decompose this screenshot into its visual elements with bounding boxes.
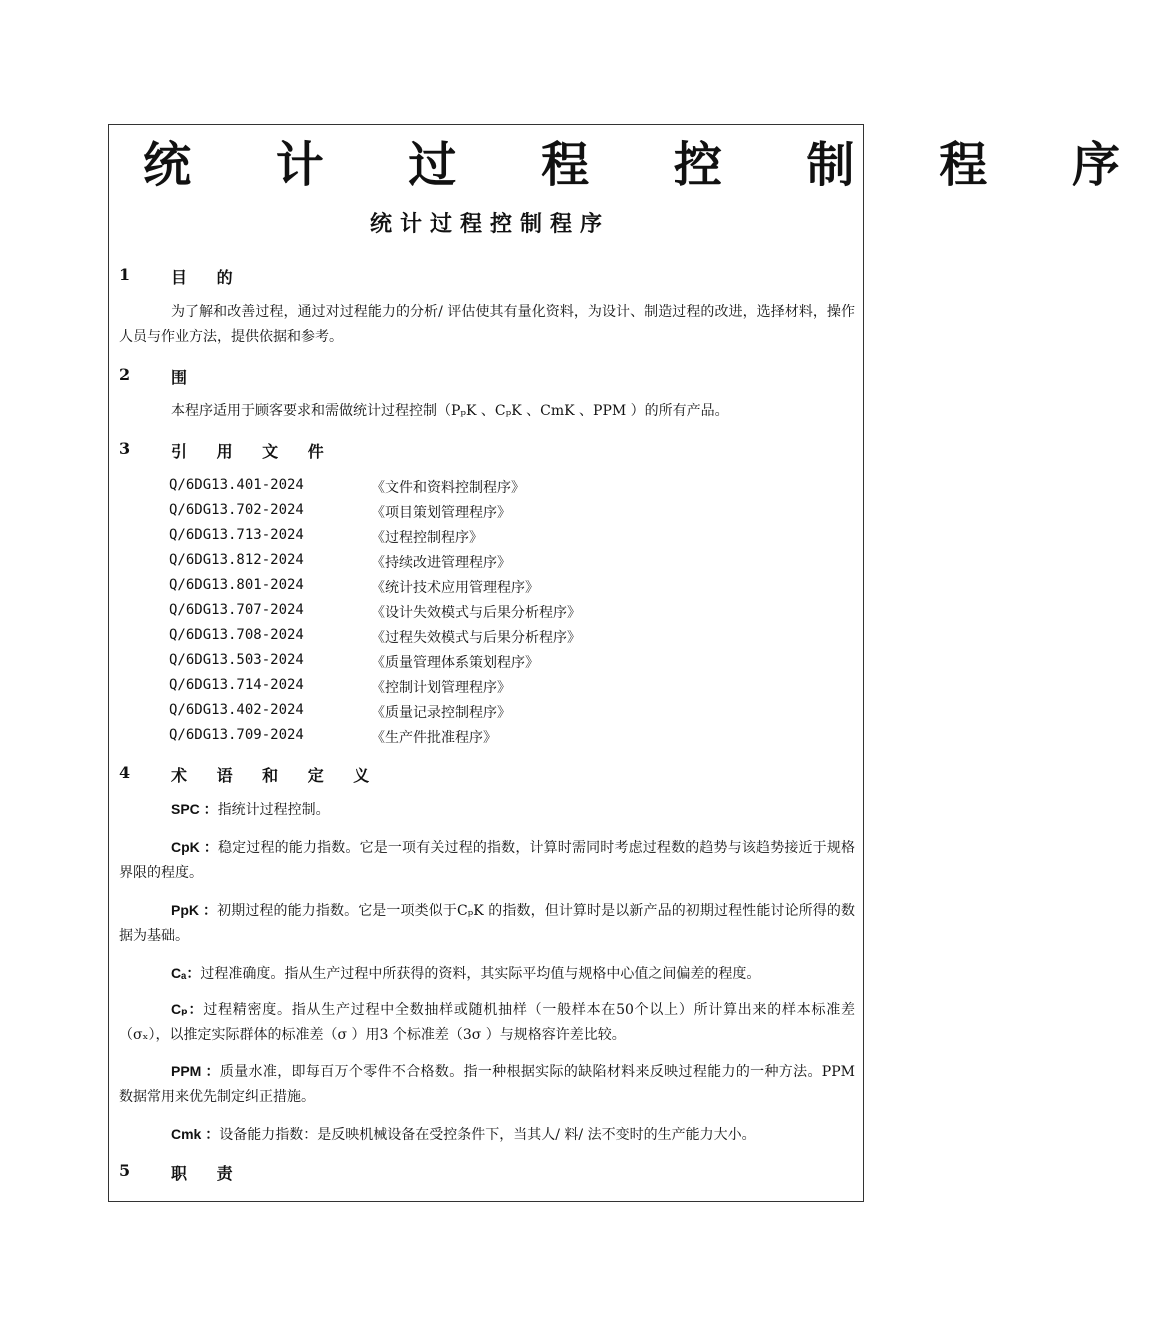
- main-title: 统 计 过 程 控 制 程 序: [143, 137, 1154, 193]
- term-cpk: [119, 835, 855, 886]
- section-4-title: 术 语 和 定 义: [171, 766, 382, 785]
- term-definition: 指统计过程控制。: [217, 802, 330, 818]
- reference-name: 《质量记录控制程序》: [371, 705, 511, 721]
- reference-name: 《文件和资料控制程序》: [371, 480, 525, 496]
- reference-code: Q/6DG13.702-2024: [169, 502, 304, 518]
- section-1-title: 目 的: [171, 268, 245, 287]
- term-cmk: [119, 1122, 855, 1148]
- reference-name: 《持续改进管理程序》: [371, 555, 511, 571]
- term-cp: [119, 997, 855, 1048]
- term-label: PpK ：: [171, 902, 218, 918]
- reference-code: Q/6DG13.707-2024: [169, 602, 304, 618]
- term-label: PPM ：: [171, 1063, 220, 1079]
- reference-name: 《统计技术应用管理程序》: [371, 580, 539, 596]
- term-spc: [119, 797, 855, 823]
- term-definition: 过程准确度。指从生产过程中所获得的资料，其实际平均值与规格中心值之间偏差的程度。: [200, 966, 761, 982]
- section-1-text: 为了解和改善过程，通过对过程能力的分析/ 评估使其有量化资料，为设计、制造过程的改进，选择材料，操作人员与作业方法，提供依据和参考。: [119, 304, 855, 345]
- term-definition: 质量水准，即每百万个零件不合格数。指一种根据实际的缺陷材料来反映过程能力的一种方法。PPM 数据常用来优先制定纠正措施。: [119, 1064, 855, 1105]
- reference-name: 《质量管理体系策划程序》: [371, 655, 539, 671]
- section-2-number: 2: [119, 365, 131, 384]
- section-5-title: 职 责: [171, 1164, 245, 1183]
- section-3-title: 引 用 文 件: [171, 442, 336, 461]
- reference-code: Q/6DG13.401-2024: [169, 477, 304, 493]
- section-3-number: 3: [119, 439, 131, 458]
- sub-title: 统计过程控制程序: [369, 211, 610, 237]
- term-definition: 稳定过程的能力指数。它是一项有关过程的指数，计算时需同时考虑过程数的趋势与该趋势接近于规格界限的程度。: [119, 840, 855, 881]
- reference-name: 《过程控制程序》: [371, 530, 483, 546]
- term-definition: 过程精密度。指从生产过程中全数抽样或随机抽样（一般样本在50个以上）所计算出来的样本标准差（σₓ），以推定实际群体的标准差（σ ）用3 个标准差（3σ ）与规格容许差比较。: [119, 1002, 856, 1043]
- term-label: Cₚ：: [171, 1001, 204, 1017]
- reference-name: 《生产件批准程序》: [371, 730, 497, 746]
- reference-code: Q/6DG13.402-2024: [169, 702, 304, 718]
- term-definition: 初期过程的能力指数。它是一项类似于CₚK 的指数，但计算时是以新产品的初期过程性能讨论所得的数据为基础。: [119, 903, 855, 944]
- term-label: CpK ：: [171, 839, 218, 855]
- reference-code: Q/6DG13.503-2024: [169, 652, 304, 668]
- section-5-number: 5: [119, 1161, 131, 1180]
- reference-code: Q/6DG13.709-2024: [169, 727, 304, 743]
- term-definition: 设备能力指数：是反映机械设备在受控条件下，当其人/ 料/ 法不变时的生产能力大小。: [219, 1127, 756, 1143]
- section-1-number: 1: [119, 265, 131, 284]
- reference-code: Q/6DG13.801-2024: [169, 577, 304, 593]
- reference-name: 《控制计划管理程序》: [371, 680, 511, 696]
- reference-code: Q/6DG13.713-2024: [169, 527, 304, 543]
- reference-code: Q/6DG13.708-2024: [169, 627, 304, 643]
- section-2-text: 本程序适用于顾客要求和需做统计过程控制（PₚK 、CₚK 、CmK 、PPM ）的所有产品。: [171, 403, 729, 419]
- term-ppm: [119, 1059, 855, 1110]
- term-ppk: [119, 898, 855, 949]
- reference-name: 《设计失效模式与后果分析程序》: [371, 605, 581, 621]
- section-2-title: 围: [171, 368, 200, 387]
- reference-code: Q/6DG13.714-2024: [169, 677, 304, 693]
- reference-code: Q/6DG13.812-2024: [169, 552, 304, 568]
- reference-name: 《过程失效模式与后果分析程序》: [371, 630, 581, 646]
- term-label: SPC ：: [171, 801, 218, 817]
- term-ca: [119, 961, 855, 987]
- term-label: Cmk ：: [171, 1126, 220, 1142]
- reference-name: 《项目策划管理程序》: [371, 505, 511, 521]
- term-label: Cₐ：: [171, 965, 201, 981]
- document-frame: [108, 124, 1154, 1202]
- section-4-number: 4: [119, 763, 131, 782]
